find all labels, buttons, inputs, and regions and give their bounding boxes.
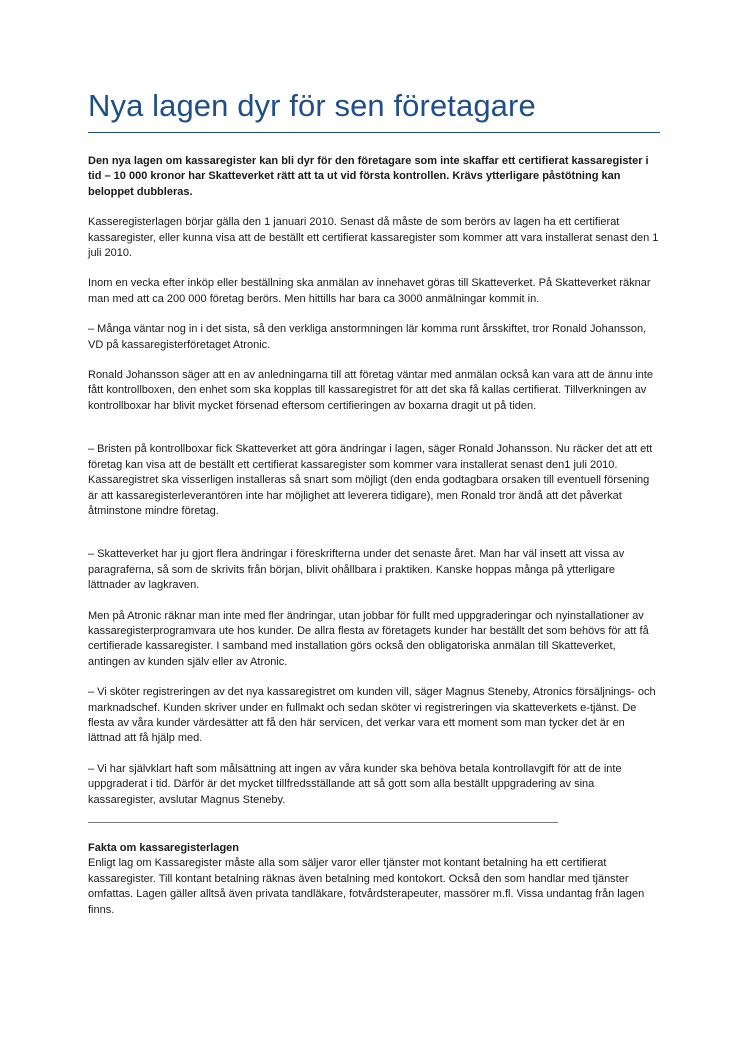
section-divider (88, 822, 558, 823)
paragraph: Ronald Johansson säger att en av anledningarna till att företag väntar med anmälan också kan vara att de ännu inte fått kontrollboxen, den enhet som ska kopplas till kassaregistret för att det ska få kallas certifierat. Tillverkningen av kontrollboxar har blivit mycket försenad eftersom certifieringen av boxarna dragit ut på tiden. (88, 369, 654, 412)
article-body (88, 154, 660, 918)
paragraph: Inom en vecka efter inköp eller beställning ska anmälan av innehavet göras till Skatteverket. På Skatteverket räknar man med att ca 200 000 företag berörs. Men hittills har bara ca 3000 anmälningar kommit in. (88, 277, 651, 305)
facts-text: Enligt lag om Kassaregister måste alla som säljer varor eller tjänster mot kontant betalning ha ett certifierat kassaregister. Till kontant betalning räknas även betalning med kontokort. Också den som handlar med tjänster omfattas. Lagen gäller alltså även privata tandläkare, fotvårdsterapeuter, massörer m.fl. Vissa undantag från lagen finns. (88, 857, 645, 916)
article-lead: Den nya lagen om kassaregister kan bli dyr för den företagare som inte skaffar ett certifierat kassaregister i tid – 10 000 kronor har Skatteverket rätt att ta ut vid första kontrollen. Krävs ytterligare påstötning kan beloppet dubbleras. (88, 155, 649, 198)
paragraph: – Skatteverket har ju gjort flera ändringar i föreskrifterna under det senaste året. Man har väl insett att vissa av paragraferna, så som de skrivits från början, blivit ohållbara i praktiken. Kanske hoppas många på ytterligare lättnader av lagkraven. (88, 548, 625, 592)
paragraph: – Många väntar nog in i det sista, så den verkliga anstormningen lär komma runt årsskiftet, tror Ronald Johansson, VD på kassaregisterföretaget Atronic. (88, 323, 647, 351)
facts-heading: Fakta om kassaregisterlagen (88, 842, 240, 854)
title-underline (88, 132, 660, 133)
paragraph: Men på Atronic räknar man inte med fler ändringar, utan jobbar för fullt med uppgraderingar och nyinstallationer av kassaregisterprogramvara ute hos kunder. De allra flesta av företagets kunder har beställt det som behövs för att få certifierade kassaregister. I samband med installation görs också den obligatoriska anmälan till Skatteverket, antingen av kunden själv eller av Atronic. (88, 609, 649, 668)
paragraph: – Vi har självklart haft som målsättning att ingen av våra kunder ska behöva betala kontrollavgift för att de inte uppgraderat i tid. Därför är det mycket tillfredsställande att så gott som alla beställt uppgradering av sina kassaregister, avslutar Magnus Steneby. (88, 762, 622, 806)
article-title: Nya lagen dyr för sen företagare (88, 88, 536, 123)
paragraph: – Bristen på kontrollboxar fick Skatteverket att göra ändringar i lagen, säger Ronald Johansson. Nu räcker det att ett företag kan visa att de beställt ett certifierat kassaregister som kommer vara installerat senast den1 juli 2010. Kassaregistret ska visserligen installeras så snart som möjligt (den enda godtagbara orsaken till eventuell försening är att kassaregisterleverantören inte har möjlighet att leverera tidigare), men Ronald tror ändå att det påverkat åtminstone mindre företag. (88, 443, 653, 517)
paragraph: – Vi sköter registreringen av det nya kassaregistret om kunden vill, säger Magnus Steneby, Atronics försäljnings- och marknadschef. Kunden skriver under en fullmakt och sedan sköter vi registreringen via skatteverkets e-tjänst. De flesta av våra kunder värdesätter att få den här servicen, det verkar vara ett moment som man tycker det är en lättnad att få hjälp med. (88, 686, 656, 745)
paragraph: Kasseregisterlagen börjar gälla den 1 januari 2010. Senast då måste de som berörs av lagen ha ett certifierat kassaregister, eller kunna visa att de beställt ett certifierat kassaregister som kommer att vara installerat senast den 1 juli 2010. (88, 216, 659, 260)
